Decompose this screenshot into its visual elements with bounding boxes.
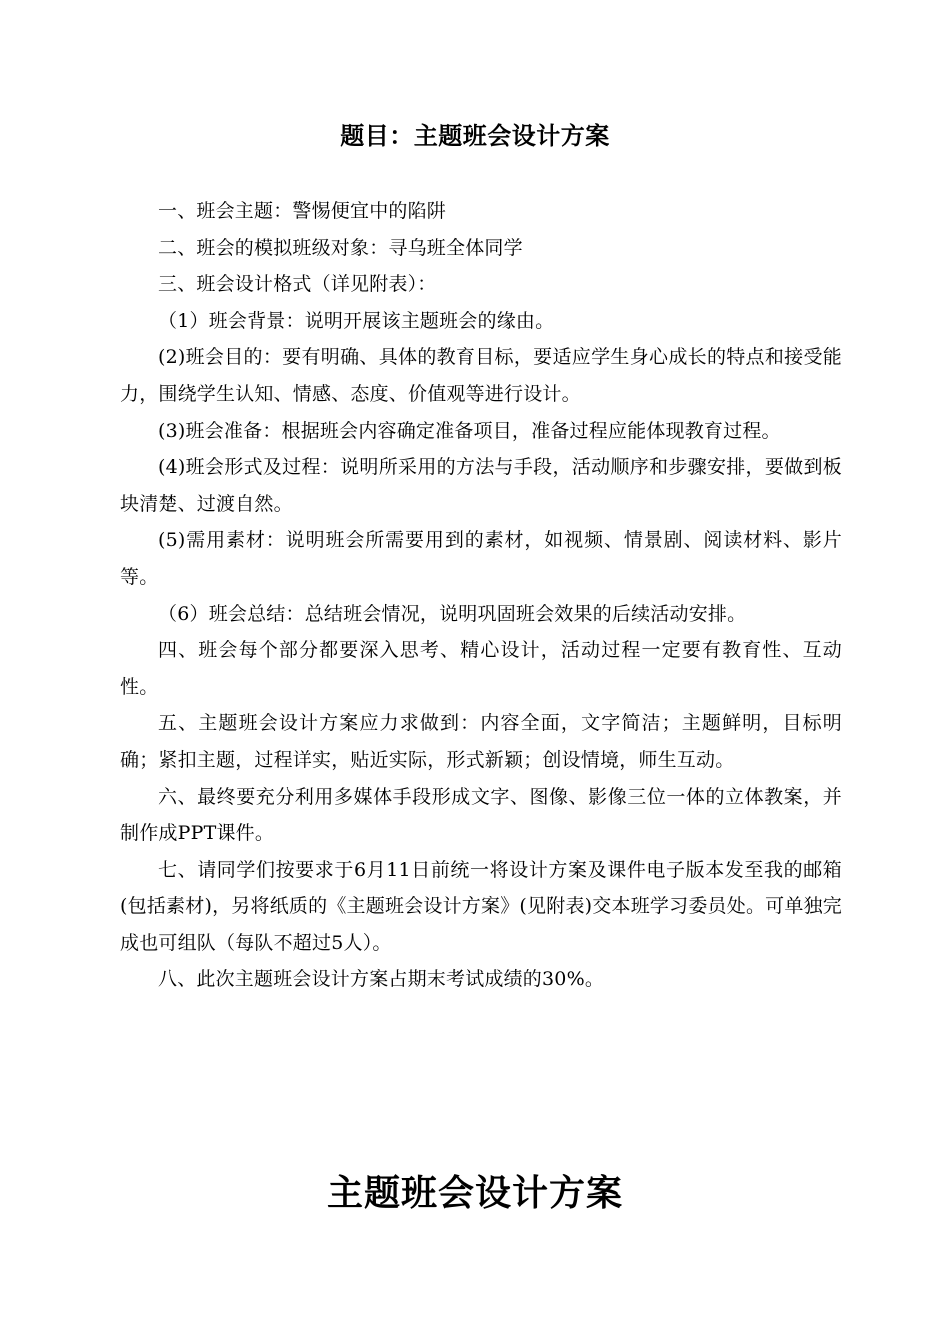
paragraph-target-class: 二、班会的模拟班级对象：寻乌班全体同学 [158,236,523,259]
paragraph-requirement-7: 七、请同学们按要求于6月11日前统一将设计方案及课件电子版本发至我的邮箱(包括素材)，另将纸质的《主题班会设计方案》(见附表)交本班学习委员处。可单独完成也可组队（每队不超过5人）。 [120,858,842,954]
paragraph-requirement-4: 四、班会每个部分都要深入思考、精心设计，活动过程一定要有教育性、互动性。 [120,639,842,698]
paragraph-summary: （6）班会总结：总结班会情况，说明巩固班会效果的后续活动安排。 [158,602,747,625]
paragraph-theme: 一、班会主题：警惕便宜中的陷阱 [158,200,447,222]
paragraph-requirement-6: 六、最终要充分利用多媒体手段形成文字、图像、影像三位一体的立体教案，并制作成PPT课件。 [120,785,842,845]
paragraph-requirement-8: 八、此次主题班会设计方案占期末考试成绩的30%。 [158,968,605,991]
paragraph-requirement-5: 五、主题班会设计方案应力求做到：内容全面，文字简洁；主题鲜明，目标明确；紧扣主题，过程详实，贴近实际，形式新颖；创设情境，师生互动。 [120,712,842,771]
second-title: 主题班会设计方案 [326,1173,623,1214]
paragraph-background: （1）班会背景：说明开展该主题班会的缘由。 [158,309,555,332]
paragraph-format: 三、班会设计格式（详见附表）： [158,273,437,296]
document-title: 题目：主题班会设计方案 [340,122,610,150]
paragraph-preparation: (3)班会准备：根据班会内容确定准备项目，准备过程应能体现教育过程。 [158,419,781,442]
paragraph-purpose: (2)班会目的：要有明确、具体的教育目标，要适应学生身心成长的特点和接受能力，围绕学生认知、情感、态度、价值观等进行设计。 [120,346,842,405]
paragraph-materials: (5)需用素材：说明班会所需要用到的素材，如视频、情景剧、阅读材料、影片等。 [120,529,842,588]
paragraph-process: (4)班会形式及过程：说明所采用的方法与手段，活动顺序和步骤安排，要做到板块清楚、过渡自然。 [120,456,842,515]
document-body [120,193,842,998]
